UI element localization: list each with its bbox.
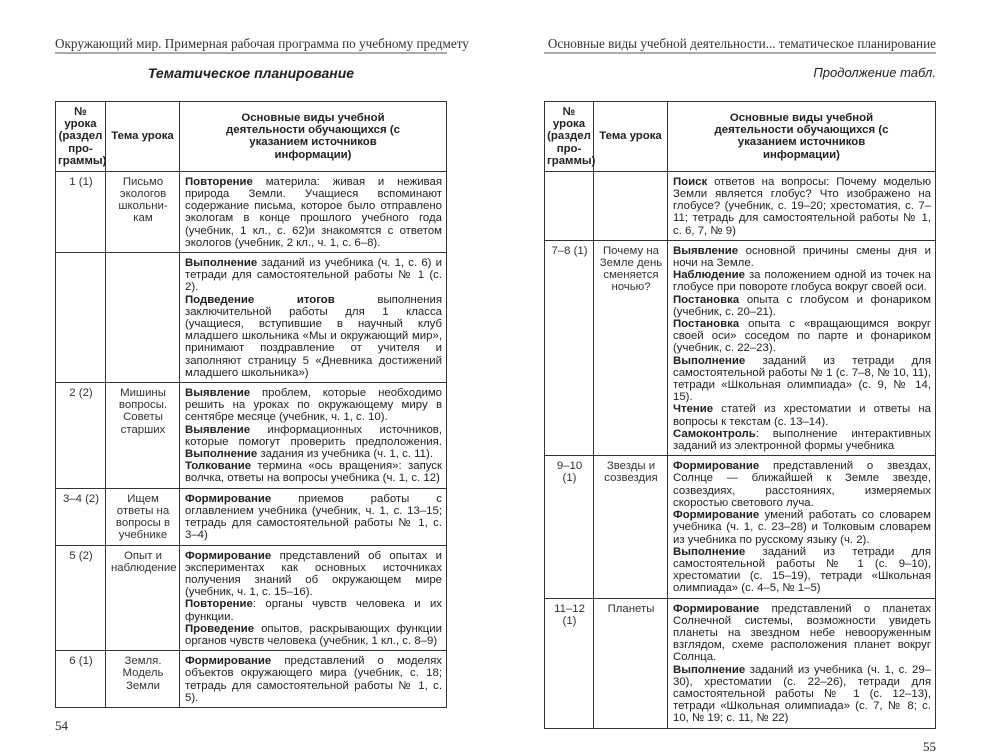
activity-text: умений работать со словарем учебника (ч. 1, с. 23–28) и Толковым словарем из учебника по русскому языку (ч. 2). — [673, 509, 931, 546]
lesson-number-cell: 6 (1) — [56, 651, 106, 708]
activity-text: заданий из учебника (ч. 1, с. 6) и тетради для самостоятельной работы № 1 (с. 2). — [185, 257, 442, 294]
running-header: Основные виды учебной деятельности... тематическое планирование — [547, 36, 936, 51]
activity-term: Выявление — [673, 244, 739, 257]
table-row — [56, 253, 447, 383]
activities-cell — [180, 253, 447, 383]
activity-text: : органы чувств человека и их функции. — [185, 598, 442, 623]
activity-text: основной причины смены дня и ночи на Земле. — [673, 244, 931, 270]
activity-paragraph — [673, 294, 931, 318]
activities-cell — [668, 456, 936, 598]
activity-text: приемов работы с оглавлением учебника (учебник, ч. 1, с. 13–15; тетрадь для самостоятельной работы № 1, с. 3–4) — [185, 492, 442, 542]
activity-term: Выполнение — [673, 545, 746, 558]
lesson-topic-cell: Почему на Земле день сменяется ночью? — [594, 240, 668, 455]
activity-text: опытов, раскрывающих функции органов чувств человека (учебник, 1 кл., с. 8–9) — [185, 622, 442, 647]
activity-term: Формирование — [673, 460, 760, 473]
activity-text: опыта с «вращающимся вокруг своей оси» соседом по парте и фонариком (учебник, с. 22–23). — [673, 318, 931, 355]
activity-term: Формирование — [673, 509, 760, 522]
lesson-topic-cell: Земля. Модель Земли — [106, 651, 180, 708]
table-row — [56, 545, 447, 651]
lesson-topic-cell: Письмо экологов школьни-кам — [106, 171, 180, 252]
lesson-number-cell: 5 (2) — [56, 545, 106, 651]
activity-text: за положением одной из точек на глобусе при повороте глобуса вокруг своей оси. — [673, 269, 931, 294]
activities-cell — [668, 240, 936, 455]
lesson-number-cell: 9–10 (1) — [545, 456, 594, 598]
activity-term: Формирование — [185, 492, 272, 505]
planning-table — [544, 101, 936, 729]
activity-paragraph — [185, 493, 442, 542]
activity-term: Выполнение — [185, 257, 258, 270]
column-header-lesson-number: № урока (раздел про-граммы) — [56, 102, 106, 172]
lesson-topic-cell: Планеты — [594, 598, 668, 728]
activity-paragraph — [185, 387, 442, 424]
activities-cell — [180, 651, 447, 708]
activity-term: Постановка — [673, 293, 740, 306]
activity-paragraph — [673, 664, 931, 725]
left-page — [55, 36, 469, 733]
activity-text: проблем, которые необходимо решить на уроках по окружающему миру в сентябре месяце (учебник, ч. 1, с. 10). — [185, 387, 442, 424]
table-row — [545, 598, 936, 728]
activity-paragraph — [185, 257, 442, 294]
lesson-topic-cell: Мишины вопросы. Советы старших — [106, 383, 180, 489]
activity-paragraph — [185, 655, 442, 704]
activity-term: Выполнение — [673, 663, 746, 676]
activities-cell — [668, 598, 936, 728]
lesson-number-cell — [56, 253, 106, 383]
table-row — [56, 651, 447, 708]
planning-table — [55, 101, 447, 708]
activity-term: Формирование — [673, 602, 760, 615]
running-header: Окружающий мир. Примерная рабочая программа по учебному предмету — [55, 36, 469, 51]
activity-paragraph — [673, 603, 931, 664]
activity-term: Формирование — [185, 655, 272, 668]
activity-text: термина «ось вращения»: запуск волчка, ответы на вопросы учебника (ч. 1, с. 12) — [185, 460, 442, 485]
activities-cell — [180, 383, 447, 489]
lesson-number-cell: 1 (1) — [56, 171, 106, 252]
activity-text: представлений о планетах Солнечной системы, возможности увидеть планеты на звездном небе невооруженным взглядом, схеме расположения планет вокруг Солнца. — [673, 602, 931, 664]
activity-paragraph — [185, 176, 442, 249]
activity-term: Наблюдение — [673, 269, 745, 282]
lesson-topic-cell: Ищем ответы на вопросы в учебнике — [106, 488, 180, 545]
page-title: Тематическое планирование — [147, 65, 355, 81]
activity-paragraph — [673, 176, 931, 237]
activity-paragraph — [673, 403, 931, 427]
table-row — [545, 456, 936, 598]
activity-term: Самоконтроль — [673, 427, 756, 440]
activity-text: опыта с глобусом и фонариком (учебник, с. 20–21). — [673, 293, 931, 318]
lesson-topic-cell: Звезды и созвездия — [594, 456, 668, 598]
column-header-topic: Тема урока — [594, 102, 668, 172]
activity-text: материла: живая и неживая природа Земли. Учащиеся вспоминают содержание письма, которое было отправлено экологам в конце прошлого учебного года (учебник, 1 кл., с. 62)и знакомятся с ответом экологов (учебник, 2 кл., ч. 1, с. 6–8). — [185, 175, 442, 249]
lesson-number-cell: 3–4 (2) — [56, 488, 106, 545]
table-header-row — [56, 102, 447, 172]
activity-text: задания из учебника (ч. 1, с. 11). — [257, 448, 433, 461]
activities-cell — [180, 488, 447, 545]
lesson-topic-cell — [106, 253, 180, 383]
activity-text: статей из хрестоматии и ответы на вопросы к текстам (с. 13–14). — [673, 403, 931, 428]
lesson-number-cell: 2 (2) — [56, 383, 106, 489]
activity-paragraph — [673, 245, 931, 269]
activity-paragraph — [673, 318, 931, 355]
activities-cell — [180, 171, 447, 252]
activity-paragraph — [673, 509, 931, 546]
activity-text: информационных источников, которые помогут проверить предположения. — [185, 423, 442, 448]
activity-term: Выявление — [185, 387, 251, 400]
activity-paragraph — [185, 550, 442, 599]
activity-paragraph — [673, 355, 931, 404]
table-row — [56, 171, 447, 252]
activity-term: Формирование — [185, 549, 272, 562]
activity-text: представлений об опытах и экспериментах как основных источниках получения знаний об окружающем мире (учебник, ч. 1, с. 15–16). — [185, 549, 442, 599]
column-header-activities: Основные виды учебной деятельности обучающихся (с указанием источников информации) — [180, 102, 447, 172]
lesson-topic-cell: Опыт и наблюдение — [106, 545, 180, 651]
activity-text: ответов на вопросы: Почему моделью Земли является глобус? Что изображено на глобусе? (учебник, с. 19–20; хрестоматия, с. 7–11; тетрадь для самостоятельной работы № 1, с. 6, 7, № 9) — [673, 175, 931, 237]
activity-paragraph — [185, 460, 442, 484]
activity-text: заданий из тетради для самостоятельной работы № 1 (с. 9–10), хрестоматии (с. 15–19), тетради «Школьная олимпиада» (с. 4–5, № 1–5) — [673, 545, 931, 595]
activity-term: Выполнение — [673, 354, 746, 367]
activity-paragraph — [673, 269, 931, 293]
table-header-row — [545, 102, 936, 172]
lesson-topic-cell — [594, 171, 668, 240]
activity-text: представлений о моделях объектов окружающего мира (учебник, с. 18; тетрадь для самостоятельной работы № 1, с. 5). — [185, 655, 442, 704]
lesson-number-cell: 11–12 (1) — [545, 598, 594, 728]
page-number: 54 — [55, 717, 68, 733]
activities-cell — [180, 545, 447, 651]
activity-text: заданий из тетради для самостоятельной работы № 1 (с. 7–8, № 10, 11), тетради «Школьная олимпиада» (с. 9, № 14, 15). — [673, 354, 931, 404]
column-header-activities: Основные виды учебной деятельности обучающихся (с указанием источников информации) — [668, 102, 936, 172]
activity-paragraph — [185, 424, 442, 461]
column-header-topic: Тема урока — [106, 102, 180, 172]
activity-text: : выполнение интерактивных заданий из электронной формы учебника — [673, 427, 931, 453]
activity-term: Поиск — [673, 175, 708, 188]
activity-paragraph — [673, 460, 931, 509]
activity-term: Повторение — [185, 175, 253, 188]
table-row — [56, 383, 447, 489]
activity-term: Выполнение — [185, 448, 258, 461]
page-number: 55 — [923, 738, 936, 754]
table-continuation-label: Продолжение табл. — [813, 65, 936, 80]
right-page — [544, 36, 936, 754]
activities-cell — [668, 171, 936, 240]
table-row — [545, 171, 936, 240]
column-header-lesson-number: № урока (раздел про-граммы) — [545, 102, 594, 172]
table-row — [56, 488, 447, 545]
activity-term: Выявление — [185, 423, 251, 436]
activity-text: заданий из учебника (ч. 1, с. 29–30), хрестоматии (с. 22–26), тетради для самостоятельной работы № 1 (с. 12–13), тетради «Школьная олимпиада» (с. 7, № 8; с. 10, № 19; с. 11, № 22) — [673, 663, 931, 725]
activity-term: Проведение — [185, 622, 255, 635]
table-row — [545, 240, 936, 455]
activity-text: представлений о звездах, Солнце — ближайшей к Земле звезде, созвездиях, расстояниях, измеряемых скоростью светового луча. — [673, 460, 931, 509]
activity-term: Подведение итогов — [185, 293, 335, 306]
activity-term: Толкование — [185, 460, 252, 473]
activity-paragraph — [673, 546, 931, 595]
activity-paragraph — [185, 598, 442, 622]
lesson-number-cell — [545, 171, 594, 240]
activity-text: выполнения заключительной работы для 1 класса (учащиеся, вступившие в научный клуб младшего школьника «Мы и окружающий мир», принимают поздравление от учителя и заполняют страницу 5 «Дневника достижений младшего школьника») — [185, 293, 442, 379]
header-rule — [55, 52, 447, 54]
activity-term: Чтение — [673, 403, 714, 416]
activity-paragraph — [185, 294, 442, 379]
lesson-number-cell: 7–8 (1) — [545, 240, 594, 455]
header-rule — [544, 52, 936, 54]
activity-paragraph — [185, 623, 442, 647]
activity-term: Постановка — [673, 318, 740, 331]
activity-paragraph — [673, 428, 931, 452]
activity-term: Повторение — [185, 598, 253, 611]
